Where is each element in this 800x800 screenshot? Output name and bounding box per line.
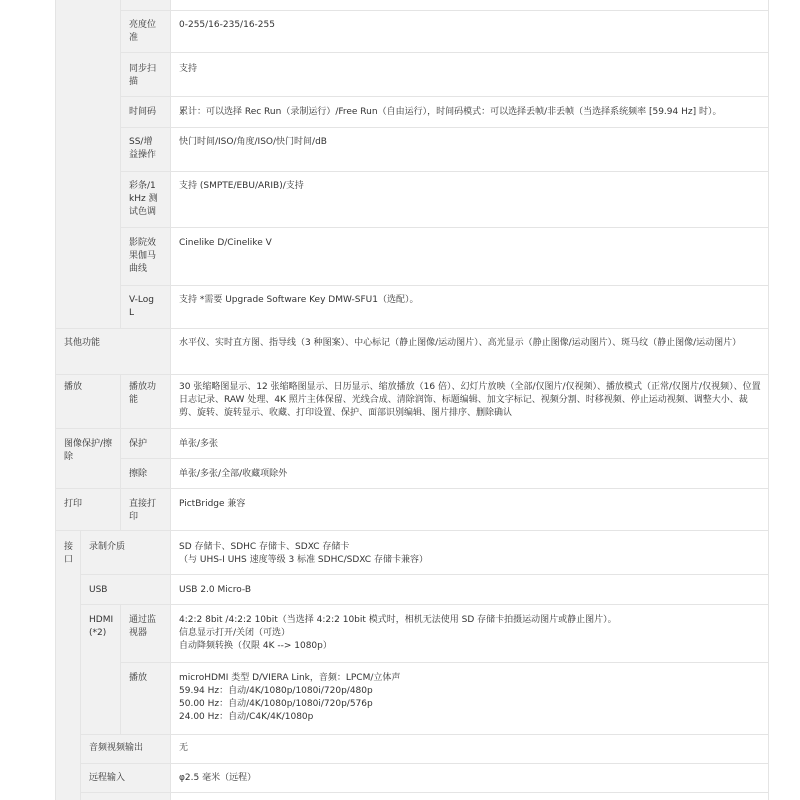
timecode-value: 累计：可以选择 Rec Run（录制运行）/Free Run（自由运行），时间码模式：可以选择丢帧/非丢帧（当选择系统频率 [59.94 Hz] 时）。 [179, 107, 722, 117]
vlog-label: V-Log L [129, 295, 154, 318]
remote-value: φ2.5 毫米（远程） [179, 773, 257, 783]
hdmi-label: HDMI (*2) [89, 615, 114, 638]
cine-gamma-value: Cinelike D/Cinelike V [179, 238, 272, 248]
av-out-value: 无 [179, 743, 189, 753]
direct-print-value: PictBridge 兼容 [179, 499, 246, 509]
direct-print-label: 直接打 印 [129, 499, 157, 522]
ss-gain-value: 快门时间/ISO/角度/ISO/快门时间/dB [179, 137, 327, 147]
hdmi-playback-label: 播放 [129, 673, 148, 683]
sync-scan-label: 同步扫 描 [129, 64, 157, 87]
color-bars-value: 支持 (SMPTE/EBU/ARIB)/支持 [179, 181, 304, 191]
image-protect-label: 图像保护/擦 除 [64, 439, 113, 462]
other-label-bg [55, 328, 170, 374]
interface-label: 接 口 [64, 542, 74, 565]
hdmi-monitor-label: 通过监 视器 [129, 615, 157, 638]
vlog-value: 支持 *需要 Upgrade Software Key DMW-SFU1（选配）。 [179, 295, 419, 305]
other-functions-label: 其他功能 [64, 338, 101, 348]
playback-label: 播放 [64, 382, 83, 392]
media-value: SD 存储卡、SDHC 存储卡、SDXC 存储卡 （与 UHS-I UHS 速度等级 3 标准 SDHC/SDXC 存储卡兼容） [179, 542, 428, 565]
erase-value: 单张/多张/全部/收藏项除外 [179, 469, 288, 479]
remote-label: 远程输入 [89, 773, 126, 783]
playback-function-label: 播放功 能 [129, 382, 157, 405]
brightness-level-value: 0-255/16-235/16-255 [179, 20, 275, 30]
video-group-label-bg [55, 0, 170, 328]
hdmi-playback-value: microHDMI 类型 D/VIERA Link，音频：LPCM/立体声 59.94 Hz：自动/4K/1080p/1080i/720p/480p 50.00 Hz：自动/4K/1080p/1080i/720p/576p 24.00 Hz：自动/C4K/4K/1080p [179, 673, 401, 722]
print-label: 打印 [64, 499, 83, 509]
color-bars-label: 彩条/1 kHz 测 试色调 [129, 181, 158, 217]
brightness-level-label: 亮度位 准 [129, 20, 157, 43]
usb-value: USB 2.0 Micro-B [179, 585, 251, 595]
hdmi-monitor-value: 4:2:2 8bit /4:2:2 10bit（当选择 4:2:2 10bit 模式时，相机无法使用 SD 存储卡拍摄运动图片或静止图片）。 信息显示打开/关闭（可选） 自动降频转换（仅限 4K --> 1080p） [179, 615, 617, 651]
usb-label: USB [89, 585, 108, 595]
cine-gamma-label: 影院效 果伽马 曲线 [129, 238, 157, 274]
sync-scan-value: 支持 [179, 64, 198, 74]
ss-gain-label: SS/增 益操作 [129, 137, 157, 160]
playback-function-value: 30 张缩略图显示、12 张缩略图显示、日历显示、缩放播放（16 倍）、幻灯片放映（全部/仅图片/仅视频）、播放模式（正常/仅图片/仅视频）、位置日志记录、RAW 处理、4K 照片主体保留、光线合成、清除润饰、标题编辑、加文字标记、视频分割、时移视频、停止运动视频、调整大小、裁剪、旋转、旋转显示、收藏、打印设置、保护、面部识别编辑、图片排序、删除确认 [179, 382, 761, 418]
interface-label-bg [55, 530, 170, 800]
erase-label: 擦除 [129, 469, 148, 479]
protect-label: 保护 [129, 439, 148, 449]
protect-value: 单张/多张 [179, 439, 219, 449]
av-out-label: 音频视频输出 [89, 743, 144, 753]
media-label: 录制介质 [89, 542, 126, 552]
other-functions-value: 水平仪、实时直方图、指导线（3 种图案）、中心标记（静止图像/运动图片）、高光显示（静止图像/运动图片）、斑马纹（静止图像/运动图片） [179, 338, 742, 348]
timecode-label: 时间码 [129, 107, 157, 117]
